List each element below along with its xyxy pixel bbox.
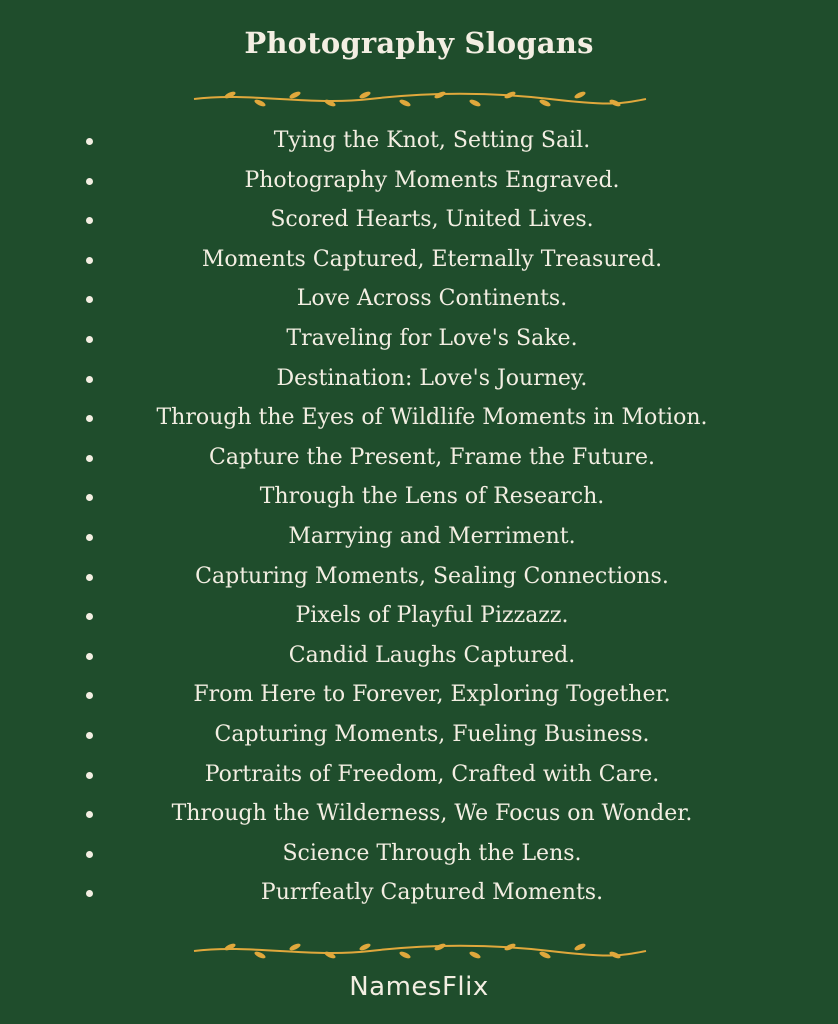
- list-item: [0, 438, 838, 478]
- slogan-text: Portraits of Freedom, Crafted with Care.: [204, 761, 660, 787]
- bullet-icon: [86, 296, 93, 303]
- bullet-icon: [86, 455, 93, 462]
- slogan-text: Love Across Continents.: [296, 286, 568, 312]
- bullet-icon: [86, 851, 93, 858]
- slogan-list: [0, 121, 838, 913]
- bullet-icon: [86, 494, 93, 501]
- bullet-icon: [86, 217, 93, 224]
- bullet-icon: [86, 178, 93, 185]
- slogan-text: Photography Moments Engraved.: [244, 167, 620, 193]
- slogan-text: Through the Eyes of Wildlife Moments in Motion.: [156, 405, 708, 431]
- list-item: [0, 557, 838, 597]
- list-item: [0, 873, 838, 913]
- list-item: [0, 675, 838, 715]
- vine-divider-icon: [190, 940, 650, 962]
- list-item: [0, 715, 838, 755]
- slogan-text: Science Through the Lens.: [282, 840, 582, 866]
- bullet-icon: [86, 257, 93, 264]
- list-item: [0, 279, 838, 319]
- bullet-icon: [86, 376, 93, 383]
- slogan-text: Capture the Present, Frame the Future.: [208, 444, 655, 470]
- bullet-icon: [86, 415, 93, 422]
- list-item: [0, 834, 838, 874]
- vine-divider-icon: [190, 88, 650, 110]
- slogan-text: Purrfeatly Captured Moments.: [260, 880, 604, 906]
- slogan-text: Scored Hearts, United Lives.: [270, 207, 594, 233]
- bullet-icon: [86, 653, 93, 660]
- slogan-text: Destination: Love's Journey.: [276, 365, 588, 391]
- slogan-text: Pixels of Playful Pizzazz.: [295, 603, 569, 629]
- slogan-text: Moments Captured, Eternally Treasured.: [201, 246, 663, 272]
- list-item: [0, 121, 838, 161]
- list-item: [0, 319, 838, 359]
- slogan-text: From Here to Forever, Exploring Together.: [193, 682, 671, 708]
- list-item: [0, 200, 838, 240]
- bullet-icon: [86, 890, 93, 897]
- slogan-text: Through the Lens of Research.: [259, 484, 605, 510]
- list-item: [0, 477, 838, 517]
- bullet-icon: [86, 336, 93, 343]
- list-item: [0, 517, 838, 557]
- bullet-icon: [86, 534, 93, 541]
- bullet-icon: [86, 613, 93, 620]
- bullet-icon: [86, 692, 93, 699]
- list-item: [0, 359, 838, 399]
- slogan-text: Capturing Moments, Sealing Connections.: [195, 563, 669, 589]
- page-title: Photography Slogans: [244, 26, 594, 60]
- brand-name: NamesFlix: [349, 972, 489, 1002]
- slogan-text: Capturing Moments, Fueling Business.: [214, 721, 650, 747]
- slogan-text: Tying the Knot, Setting Sail.: [273, 128, 591, 153]
- list-item: [0, 240, 838, 280]
- slogan-text: Through the Wilderness, We Focus on Wonder.: [171, 801, 693, 827]
- list-item: [0, 596, 838, 636]
- list-item: [0, 161, 838, 201]
- slogan-text: Candid Laughs Captured.: [288, 642, 576, 668]
- list-item: [0, 794, 838, 834]
- slogan-text: Marrying and Merriment.: [288, 523, 576, 549]
- list-item: [0, 636, 838, 676]
- bullet-icon: [86, 772, 93, 779]
- bullet-icon: [86, 811, 93, 818]
- bullet-icon: [86, 574, 93, 581]
- bullet-icon: [86, 732, 93, 739]
- slogan-text: Traveling for Love's Sake.: [286, 325, 578, 351]
- bullet-icon: [86, 138, 93, 145]
- list-item: [0, 755, 838, 795]
- list-item: [0, 398, 838, 438]
